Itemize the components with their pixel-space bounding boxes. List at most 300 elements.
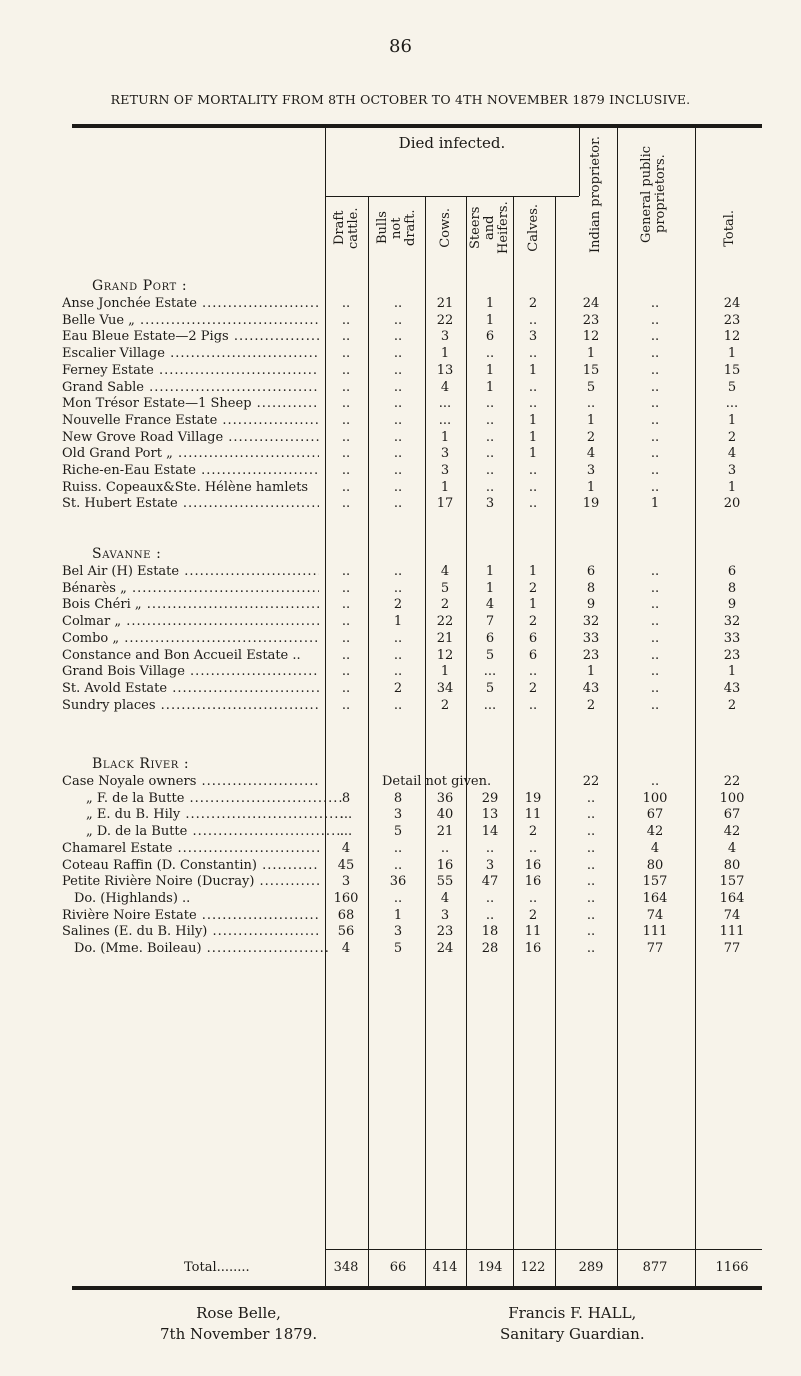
table-cell <box>427 774 463 790</box>
table-cell: .. <box>341 362 351 378</box>
table-cell: .. <box>528 379 538 395</box>
table-cell: 23 <box>582 312 600 328</box>
table-cell: 14 <box>481 824 499 840</box>
table-row <box>0 924 801 940</box>
table-cell: .. <box>485 890 495 906</box>
table-cell: .. <box>485 840 495 856</box>
table-cell: .. <box>650 412 660 428</box>
table-cell: 3 <box>485 857 495 873</box>
table-cell: .. <box>393 396 403 412</box>
table-cell: .. <box>341 296 351 311</box>
table-row <box>0 446 801 462</box>
row-label: Old Grand Port „ ..... <box>62 446 319 462</box>
table-cell: .. <box>650 697 660 713</box>
table-cell: 6 <box>586 564 596 579</box>
table-cell: 77 <box>723 941 741 956</box>
table-row <box>0 413 801 429</box>
total-cell: 877 <box>642 1260 668 1275</box>
table-cell: .. <box>393 429 403 445</box>
table-cell: .. <box>341 463 351 478</box>
table-row <box>0 430 801 446</box>
col-header-cows: Cows. <box>438 208 453 248</box>
table-row <box>0 874 801 890</box>
table-cell: 2 <box>727 429 737 445</box>
table-cell: 9 <box>727 597 737 613</box>
table-cell: .. <box>650 614 660 630</box>
table-cell: .. <box>341 346 351 362</box>
table-cell: 1 <box>586 412 596 428</box>
table-cell: 42 <box>646 824 664 840</box>
table-cell: .. <box>341 630 351 646</box>
table-cell: 1 <box>393 907 403 923</box>
table-cell: 6 <box>485 329 495 345</box>
table-cell: .. <box>586 941 596 956</box>
table-cell: .. <box>650 580 660 596</box>
table-cell: 3 <box>528 329 538 345</box>
table-cell: 1 <box>586 664 596 680</box>
table-cell: 16 <box>524 941 542 956</box>
table-cell: 15 <box>582 362 600 378</box>
table-cell: .. <box>586 874 596 890</box>
table-cell: .. <box>393 664 403 680</box>
table-cell: 23 <box>436 924 454 940</box>
table-cell: 111 <box>719 924 745 940</box>
table-cell: 24 <box>582 296 600 311</box>
table-cell: .. <box>341 312 351 328</box>
row-label: Sundry places ..... <box>62 698 319 714</box>
table-cell: 1 <box>727 479 737 495</box>
table-cell: 100 <box>719 790 745 806</box>
row-label: Rivière Noire Estate ..... <box>62 908 319 924</box>
row-label: Bénarès „ ..... <box>62 581 319 597</box>
table-cell: .. <box>485 446 495 462</box>
table-cell: .. <box>485 479 495 495</box>
table-cell: .. <box>341 446 351 462</box>
table-cell: 13 <box>481 807 499 823</box>
table-cell <box>372 774 424 790</box>
table-cell: 40 <box>436 807 454 823</box>
table-cell: 16 <box>436 857 454 873</box>
table-cell: .. <box>393 379 403 395</box>
table-cell: 42 <box>723 824 741 840</box>
table-cell: 4 <box>341 840 351 856</box>
table-cell: 20 <box>723 496 741 512</box>
table-cell: 8 <box>727 580 737 596</box>
table-cell: 5 <box>485 680 495 696</box>
table-cell: 6 <box>528 647 538 663</box>
table-cell: 22 <box>723 774 741 789</box>
table-cell: .. <box>528 664 538 680</box>
table-cell: .. <box>528 697 538 713</box>
table-cell: .. <box>650 346 660 362</box>
table-cell: .. <box>650 329 660 345</box>
table-cell: .. <box>393 296 403 311</box>
table-cell: 3 <box>485 496 495 512</box>
col-header-steers: Steers and Heifers. <box>468 201 511 255</box>
table-cell: 1 <box>528 446 538 462</box>
detail-note: Detail not given. <box>382 774 492 789</box>
table-cell: ... <box>725 396 739 412</box>
table-cell: .. <box>393 630 403 646</box>
table-cell: 33 <box>582 630 600 646</box>
table-cell: 1 <box>727 412 737 428</box>
table-cell: .. <box>586 924 596 940</box>
table-cell: .. <box>341 479 351 495</box>
table-cell: 1 <box>485 362 495 378</box>
table-cell: 100 <box>642 790 668 806</box>
table-cell: 4 <box>650 840 660 856</box>
table-cell: .. <box>341 680 351 696</box>
table-cell: .. <box>586 907 596 923</box>
table-cell <box>513 774 553 790</box>
table-cell: 36 <box>436 790 454 806</box>
table-cell: 2 <box>586 429 596 445</box>
table-cell: 12 <box>436 647 454 663</box>
table-cell: 4 <box>440 890 450 906</box>
footer-place: Rose Belle, <box>196 1304 281 1322</box>
table-cell: 24 <box>436 941 454 956</box>
row-label: Bois Chéri „ ..... <box>62 597 319 613</box>
table-cell: 23 <box>582 647 600 663</box>
table-cell: 17 <box>436 496 454 512</box>
table-cell: 2 <box>528 296 538 311</box>
table-cell: .. <box>393 564 403 579</box>
table-cell: 6 <box>485 630 495 646</box>
table-cell: .. <box>393 479 403 495</box>
total-cell: 1166 <box>715 1260 749 1275</box>
table-cell: 45 <box>337 857 355 873</box>
table-cell: 28 <box>481 941 499 956</box>
row-label: Ruiss. Copeaux&Ste. Hélène hamlets <box>62 479 309 495</box>
table-cell: 4 <box>727 840 737 856</box>
table-cell: 3 <box>440 446 450 462</box>
row-label: St. Hubert Estate ..... <box>62 496 319 512</box>
table-cell: .. <box>528 312 538 328</box>
table-cell: .. <box>341 614 351 630</box>
section-title: Black River : <box>92 756 190 772</box>
table-row <box>0 380 801 396</box>
row-label: Grand Bois Village ..... <box>62 664 319 680</box>
footer-name: Francis F. HALL, <box>508 1304 637 1322</box>
table-cell: 32 <box>582 614 600 630</box>
table-row <box>0 313 801 329</box>
table-cell: 1 <box>485 296 495 311</box>
table-cell: 164 <box>642 890 668 906</box>
table-cell: 1 <box>727 346 737 362</box>
table-cell: .. <box>528 840 538 856</box>
table-cell: 22 <box>436 312 454 328</box>
table-cell: 67 <box>646 807 664 823</box>
table-cell: 22 <box>436 614 454 630</box>
footer-date: 7th November 1879. <box>160 1325 318 1343</box>
table-cell: .. <box>528 479 538 495</box>
table-row <box>0 581 801 597</box>
row-label: Petite Rivière Noire (Ducray) ..... <box>62 874 319 890</box>
table-cell: .. <box>341 697 351 713</box>
table-cell: 1 <box>727 664 737 680</box>
table-cell: .. <box>393 647 403 663</box>
table-cell: .. <box>650 647 660 663</box>
table-cell: 5 <box>440 580 450 596</box>
table-cell: 3 <box>440 907 450 923</box>
table-cell: .. <box>341 597 351 613</box>
table-cell: 1 <box>586 346 596 362</box>
row-label: Anse Jonchée Estate ..... <box>62 296 319 312</box>
table-cell: 1 <box>528 412 538 428</box>
table-cell: 6 <box>727 564 737 579</box>
table-cell: 1 <box>440 346 450 362</box>
table-cell: 3 <box>586 463 596 478</box>
table-cell: .. <box>650 774 660 789</box>
table-cell: 3 <box>440 463 450 478</box>
row-label: Ferney Estate ..... <box>62 363 319 379</box>
table-cell: 1 <box>528 564 538 579</box>
section-title: Savanne : <box>92 546 162 562</box>
row-label: Eau Bleue Estate—2 Pigs ..... <box>62 329 319 345</box>
table-cell: 33 <box>723 630 741 646</box>
total-cell: 122 <box>520 1260 546 1275</box>
row-label: Colmar „ ..... <box>62 614 319 630</box>
table-cell: .. <box>485 346 495 362</box>
row-label: „ E. du B. Hily ..... <box>86 807 343 823</box>
table-cell: .. <box>485 907 495 923</box>
table-cell: 77 <box>646 941 664 956</box>
row-label: Nouvelle France Estate ..... <box>62 413 319 429</box>
table-row <box>0 296 801 312</box>
table-cell: .. <box>393 346 403 362</box>
table-cell: .. <box>393 580 403 596</box>
table-cell: 5 <box>393 941 403 956</box>
table-cell: 5 <box>393 824 403 840</box>
table-cell: 74 <box>646 907 664 923</box>
total-rule <box>325 1249 762 1250</box>
col-header-total: Total. <box>722 209 737 247</box>
page-heading: RETURN OF MORTALITY FROM 8TH OCTOBER TO 4TH NOVEMBER 1879 INCLUSIVE. <box>110 92 691 107</box>
table-row <box>0 841 801 857</box>
table-cell: 160 <box>333 890 359 906</box>
table-cell: .. <box>341 564 351 579</box>
table-cell: 1 <box>528 429 538 445</box>
table-cell: 6 <box>528 630 538 646</box>
row-label: Chamarel Estate ..... <box>62 841 319 857</box>
table-cell: 2 <box>393 680 403 696</box>
table-row <box>0 698 801 714</box>
table-cell: .. <box>528 463 538 478</box>
table-cell: .. <box>586 824 596 840</box>
total-cell: 194 <box>477 1260 503 1275</box>
table-row <box>0 648 801 664</box>
table-row <box>0 329 801 345</box>
table-cell <box>468 774 512 790</box>
table-cell: .. <box>650 312 660 328</box>
table-cell: 67 <box>723 807 741 823</box>
table-cell: 1 <box>650 496 660 512</box>
table-cell: 4 <box>727 446 737 462</box>
table-cell: .. <box>650 479 660 495</box>
row-label: Grand Sable ..... <box>62 380 319 396</box>
table-cell: .. <box>650 296 660 311</box>
table-cell: .. <box>586 790 596 806</box>
table-row <box>0 824 801 840</box>
table-row <box>0 346 801 362</box>
table-row <box>0 564 801 580</box>
table-cell: 55 <box>436 874 454 890</box>
table-cell: 24 <box>723 296 741 311</box>
col-header-calves: Calves. <box>526 204 541 252</box>
table-cell: .. <box>650 429 660 445</box>
table-cell: 1 <box>440 429 450 445</box>
table-cell: .. <box>393 329 403 345</box>
table-cell: .. <box>341 647 351 663</box>
table-top-rule <box>72 124 762 128</box>
table-cell: 5 <box>727 379 737 395</box>
table-cell: .. <box>650 379 660 395</box>
table-cell: 36 <box>389 874 407 890</box>
row-label: Combo „ ..... <box>62 631 319 647</box>
col-header-general-public: General public proprietors. <box>639 145 668 243</box>
table-cell: 13 <box>436 362 454 378</box>
table-cell: .. <box>650 446 660 462</box>
table-cell: 3 <box>393 807 403 823</box>
table-cell: 1 <box>485 379 495 395</box>
table-cell: .. <box>393 412 403 428</box>
table-cell: .. <box>341 329 351 345</box>
table-cell: ... <box>483 664 497 680</box>
total-cell: 289 <box>578 1260 604 1275</box>
table-cell: 80 <box>646 857 664 873</box>
table-cell: 16 <box>524 874 542 890</box>
row-label: Salines (E. du B. Hily) ..... <box>62 924 319 940</box>
table-cell: 43 <box>582 680 600 696</box>
table-cell: 4 <box>341 941 351 956</box>
table-cell: 2 <box>393 597 403 613</box>
table-cell: 19 <box>582 496 600 512</box>
table-cell: .. <box>586 857 596 873</box>
table-row <box>0 396 801 412</box>
col-header-indian-proprietor: Indian proprietor. <box>588 135 603 253</box>
table-cell: .. <box>586 840 596 856</box>
row-label: Bel Air (H) Estate ..... <box>62 564 319 580</box>
table-row <box>0 941 801 957</box>
table-cell: 1 <box>485 564 495 579</box>
row-label: St. Avold Estate ..... <box>62 681 319 697</box>
table-cell: 8 <box>341 790 351 806</box>
table-cell: 5 <box>586 379 596 395</box>
table-cell: 111 <box>642 924 668 940</box>
table-cell: 2 <box>727 697 737 713</box>
table-cell <box>327 774 365 790</box>
table-cell: 164 <box>719 890 745 906</box>
table-cell: 3 <box>341 874 351 890</box>
table-cell: .. <box>393 890 403 906</box>
table-cell: 21 <box>436 630 454 646</box>
table-cell: 29 <box>481 790 499 806</box>
table-cell: .. <box>393 312 403 328</box>
table-cell: 4 <box>440 564 450 579</box>
row-label: Constance and Bon Accueil Estate .. <box>62 647 301 663</box>
table-row <box>0 908 801 924</box>
table-cell: 1 <box>586 479 596 495</box>
table-cell: .. <box>341 429 351 445</box>
table-cell: 2 <box>528 680 538 696</box>
row-label: Coteau Raffin (D. Constantin) ..... <box>62 858 319 874</box>
table-cell: 16 <box>524 857 542 873</box>
table-row <box>0 463 801 479</box>
page-number: 86 <box>389 36 412 57</box>
col-header-draft-cattle: Draft cattle. <box>332 207 361 249</box>
table-cell: .. <box>528 396 538 412</box>
table-cell: .. <box>586 396 596 412</box>
table-cell: 15 <box>723 362 741 378</box>
total-cell: 414 <box>432 1260 458 1275</box>
table-cell: .. <box>485 412 495 428</box>
row-label: „ D. de la Butte ..... <box>86 824 343 840</box>
table-cell: 1 <box>393 614 403 630</box>
table-cell: 157 <box>719 874 745 890</box>
row-label: Case Noyale owners ..... <box>62 774 319 790</box>
table-cell: 47 <box>481 874 499 890</box>
table-cell: 74 <box>723 907 741 923</box>
row-label: New Grove Road Village ..... <box>62 430 319 446</box>
table-row <box>0 891 801 907</box>
table-cell: 2 <box>528 614 538 630</box>
row-label: Escalier Village ..... <box>62 346 319 362</box>
table-cell: .. <box>485 429 495 445</box>
table-cell: .. <box>341 580 351 596</box>
total-cell: 348 <box>333 1260 359 1275</box>
table-cell: 32 <box>723 614 741 630</box>
table-cell: 12 <box>582 329 600 345</box>
table-cell: .. <box>528 496 538 512</box>
table-cell: 1 <box>485 312 495 328</box>
table-cell: .. <box>485 396 495 412</box>
table-cell: .. <box>650 597 660 613</box>
table-row <box>0 681 801 697</box>
table-cell: 21 <box>436 824 454 840</box>
table-row <box>0 480 801 496</box>
group-header-rule <box>325 196 579 197</box>
total-cell: 66 <box>389 1260 407 1275</box>
group-header-died-infected: Died infected. <box>398 134 506 152</box>
table-cell: .. <box>341 412 351 428</box>
table-cell: 3 <box>440 329 450 345</box>
table-cell: .. <box>393 857 403 873</box>
table-cell: 2 <box>440 597 450 613</box>
table-cell: .. <box>485 463 495 478</box>
row-label: Riche-en-Eau Estate ..... <box>62 463 319 479</box>
table-cell: 43 <box>723 680 741 696</box>
table-cell: 18 <box>481 924 499 940</box>
table-cell: .. <box>650 396 660 412</box>
table-cell: ... <box>339 807 353 823</box>
row-label: Do. (Mme. Boileau) ..... <box>74 941 331 957</box>
table-cell: 1 <box>528 597 538 613</box>
table-cell: .. <box>650 564 660 579</box>
table-cell: .. <box>341 496 351 512</box>
table-cell: .. <box>586 890 596 906</box>
table-cell: 11 <box>524 924 542 940</box>
table-cell: 157 <box>642 874 668 890</box>
table-cell: 8 <box>393 790 403 806</box>
table-cell: 2 <box>528 907 538 923</box>
table-cell: .. <box>650 630 660 646</box>
table-cell: 2 <box>440 697 450 713</box>
table-row <box>0 664 801 680</box>
table-cell: 2 <box>528 824 538 840</box>
table-row <box>0 807 801 823</box>
table-cell: .. <box>650 463 660 478</box>
table-cell: 5 <box>485 647 495 663</box>
